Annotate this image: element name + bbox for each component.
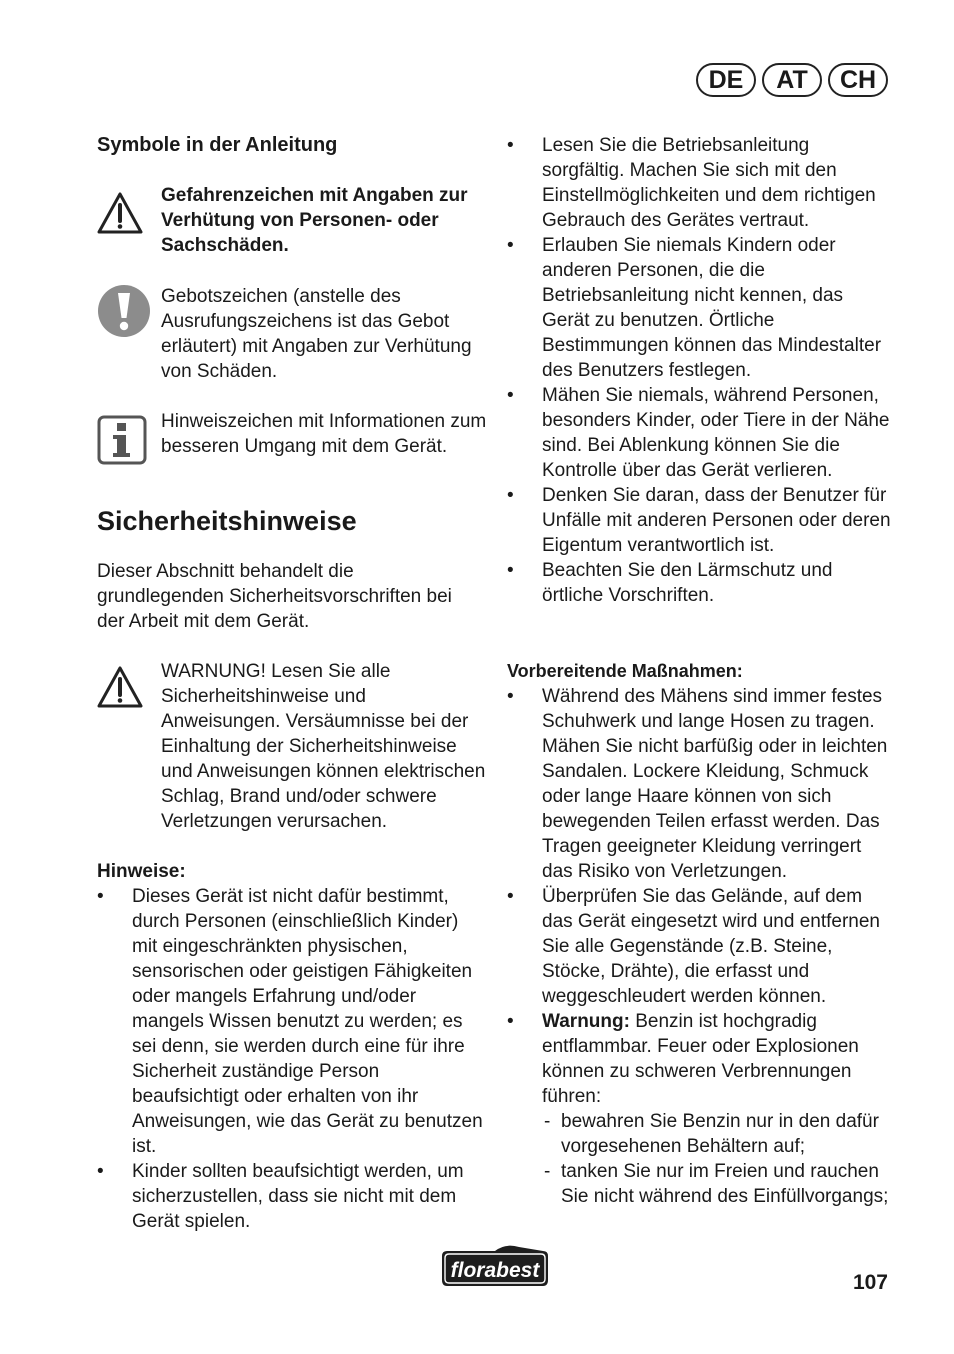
list-item: • Kinder sollten beaufsichtigt werden, um sicherzustellen, dass sie nicht mit dem Gerät spielen. xyxy=(97,1159,485,1234)
logo-text: florabest xyxy=(450,1259,540,1282)
list-item: • Lesen Sie die Betriebsanleitung sorgfältig. Machen Sie sich mit den Einstellmöglichkeiten und dem richtigen Gebrauch des Gerätes vertraut. xyxy=(507,133,892,233)
symbol-text-warning: Gefahrenzeichen mit Angaben zur Verhütung von Personen- oder Sachschäden. xyxy=(161,185,468,256)
list-item-fuel-warning xyxy=(507,1009,892,1209)
list-item: • Während des Mähens sind immer festes Schuhwerk und lange Hosen zu tragen. Mähen Sie nicht barfüßig oder in leichten Sandalen. Lockere Kleidung, Schmuck oder lange Haare können von sich bewegenden Teilen erfasst werden. Das Tragen geeigneter Kleidung verringert das Risiko von Verletzungen. xyxy=(507,684,892,884)
country-badges xyxy=(696,63,888,97)
warning-text: WARNUNG! Lesen Sie alle Sicherheitshinweise und Anweisungen. Versäumnisse bei der Einhaltung der Sicherheitshinweise und Anweisungen können elektrischen Schlag, Brand und/oder schwere Verletzungen verursachen. xyxy=(161,661,486,832)
fuel-warning-label: Warnung: xyxy=(542,1011,630,1032)
sublist-item: - tanken Sie nur im Freien und rauchen Sie nicht während des Einfüllvorgangs; xyxy=(542,1159,892,1209)
list-item: • Erlauben Sie niemals Kindern oder anderen Personen, die die Betriebsanleitung nicht kennen, das Gerät zu benutzen. Örtliche Bestimmungen können das Mindestalter des Benutzers festlegen. xyxy=(507,233,892,383)
badge-ch: CH xyxy=(828,63,888,97)
page-number: 107 xyxy=(852,1271,888,1294)
exclamation-circle-icon xyxy=(97,284,151,345)
sublist-item: - bewahren Sie Benzin nur in den dafür vorgesehenen Behältern auf; xyxy=(542,1109,892,1159)
badge-at: AT xyxy=(762,63,822,97)
notes-list xyxy=(97,884,485,1234)
warning-triangle-icon xyxy=(97,191,143,242)
badge-de: DE xyxy=(696,63,756,97)
warning-triangle-icon xyxy=(97,665,143,716)
prep-heading: Vorbereitende Maßnahmen: xyxy=(507,661,743,681)
info-icon xyxy=(97,415,147,472)
fuel-sublist xyxy=(542,1109,892,1209)
prep-list xyxy=(507,684,892,1209)
list-item: • Überprüfen Sie das Gelände, auf dem das Gerät eingesetzt wird und entfernen Sie alle Gegenstände (z.B. Steine, Stöcke, Drähte), die erfasst und weggeschleudert werden können. xyxy=(507,884,892,1009)
list-item: • Dieses Gerät ist nicht dafür bestimmt, durch Personen (einschließlich Kinder) mit eingeschränkten physischen, sensorischen oder geistigen Fähigkeiten oder mangels Erfahrung und/oder mangels Wissen benutzt zu werden; es sei denn, sie werden durch eine für ihre Sicherheit zuständige Person beaufsichtigt oder erhalten von ihr Anweisungen, wie das Gerät zu benutzen ist. xyxy=(97,884,485,1159)
list-item: • Denken Sie daran, dass der Benutzer für Unfälle mit anderen Personen oder deren Eigentum verantwortlich ist. xyxy=(507,483,892,558)
symbol-text-mandatory: Gebotszeichen (anstelle des Ausrufungszeichens ist das Gebot erläutert) mit Angaben zur Verhütung von Schäden. xyxy=(161,286,472,382)
list-item: • Mähen Sie niemals, während Personen, besonders Kinder, oder Tiere in der Nähe sind. Bei Ablenkung können Sie die Kontrolle über das Gerät verlieren. xyxy=(507,383,892,483)
florabest-logo xyxy=(439,1243,551,1296)
safety-heading: Sicherheitshinweise xyxy=(97,506,357,536)
symbol-text-info: Hinweiszeichen mit Informationen zum besseren Umgang mit dem Gerät. xyxy=(161,411,487,457)
intro-paragraph: Dieser Abschnitt behandelt die grundlegenden Sicherheitsvorschriften bei der Arbeit mit dem Gerät. xyxy=(97,561,452,632)
list-item: • Beachten Sie den Lärmschutz und örtliche Vorschriften. xyxy=(507,558,892,608)
symbols-heading: Symbole in der Anleitung xyxy=(97,134,338,156)
notes-heading: Hinweise: xyxy=(97,861,186,882)
fuel-warning-text: Benzin ist hochgradig entflammbar. Feuer oder Explosionen können zu schweren Verbrennungen führen: xyxy=(542,1011,859,1107)
general-safety-list xyxy=(507,133,892,608)
